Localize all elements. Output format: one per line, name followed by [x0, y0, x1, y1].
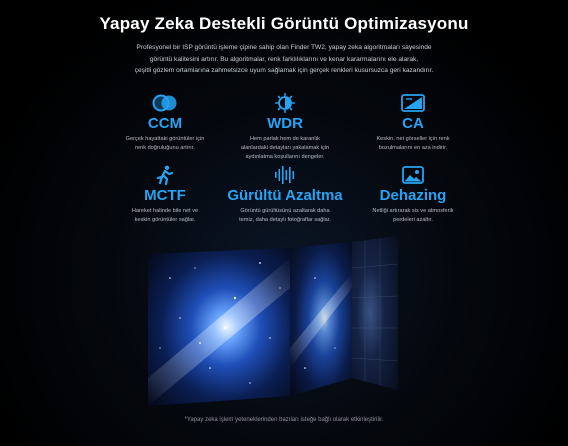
- feature-title: CCM: [147, 115, 183, 132]
- feature-description-line: Hem parlak hem de karanlık: [250, 136, 320, 142]
- image-correction-icon: [398, 93, 428, 113]
- feature-title: WDR: [267, 115, 303, 132]
- description-line: çeşitli gözlem ortamlarına zahmetsizce uyum sağlamak için gerçek renkleri kusursuzca geri kazandırır.: [134, 67, 434, 75]
- feature-description-line: bozulmalarını en aza indirir.: [378, 144, 448, 151]
- footnote: *Yapay zeka işlem yeteneklerinden bazıları isteğe bağlı olarak etkinleştirilir.: [184, 417, 384, 423]
- feature-title: Gürültü Azaltma: [227, 187, 343, 204]
- half-sun-icon: [270, 93, 300, 113]
- running-figure-icon: [150, 165, 180, 185]
- feature-title: MCTF: [144, 187, 186, 204]
- description-line: Profesyonel bir ISP görüntü işleme çipine sahip olan Finder TW2, yapay zeka algoritmaları sayesinde: [136, 44, 432, 51]
- page-title: Yapay Zeka Destekli Görüntü Optimizasyonu: [99, 14, 469, 33]
- feature-title: CA: [402, 115, 424, 132]
- feature-description-line: Netliği artırarak sis ve atmosferik: [372, 208, 454, 214]
- feature-description-line: Hareket halinde bile net ve: [131, 208, 199, 214]
- feature-description: [338, 207, 488, 225]
- feature-title: Dehazing: [379, 187, 447, 204]
- feature-description-line: renk doğruluğunu artırır.: [135, 144, 195, 151]
- feature-description-line: temiz, daha detaylı fotoğraflar sağlar.: [239, 216, 331, 223]
- image-panels-illustration: [140, 228, 430, 413]
- description: [90, 42, 478, 77]
- feature-description-line: Görüntü gürültüsünü azaltarak daha: [240, 208, 330, 214]
- feature-dehazing: [338, 165, 488, 225]
- feature-description-line: Keskin, net görseller için renk: [376, 136, 450, 142]
- feature-description-line: perdeleri azaltır.: [393, 216, 433, 223]
- feature-ca: [338, 93, 488, 153]
- feature-description-line: keskin görüntüler sağlar.: [134, 216, 196, 223]
- back-panel: [352, 236, 398, 390]
- description-line: görüntü kalitesini artırır. Bu algoritmalar, renk farklılıklarını ve kenar kararmalarını ele alarak,: [149, 55, 419, 63]
- feature-description-line: aydınlatma koşullarını dengeler.: [245, 153, 325, 160]
- feature-description: [338, 135, 488, 153]
- feature-description-line: alanlardaki detayları yakalamak için: [240, 144, 330, 151]
- feature-description-line: Gerçek hayattaki görüntüler için: [125, 136, 205, 142]
- haze-image-icon: [398, 165, 428, 185]
- noise-bars-icon: [270, 165, 300, 185]
- overlapping-circles-icon: [150, 93, 180, 113]
